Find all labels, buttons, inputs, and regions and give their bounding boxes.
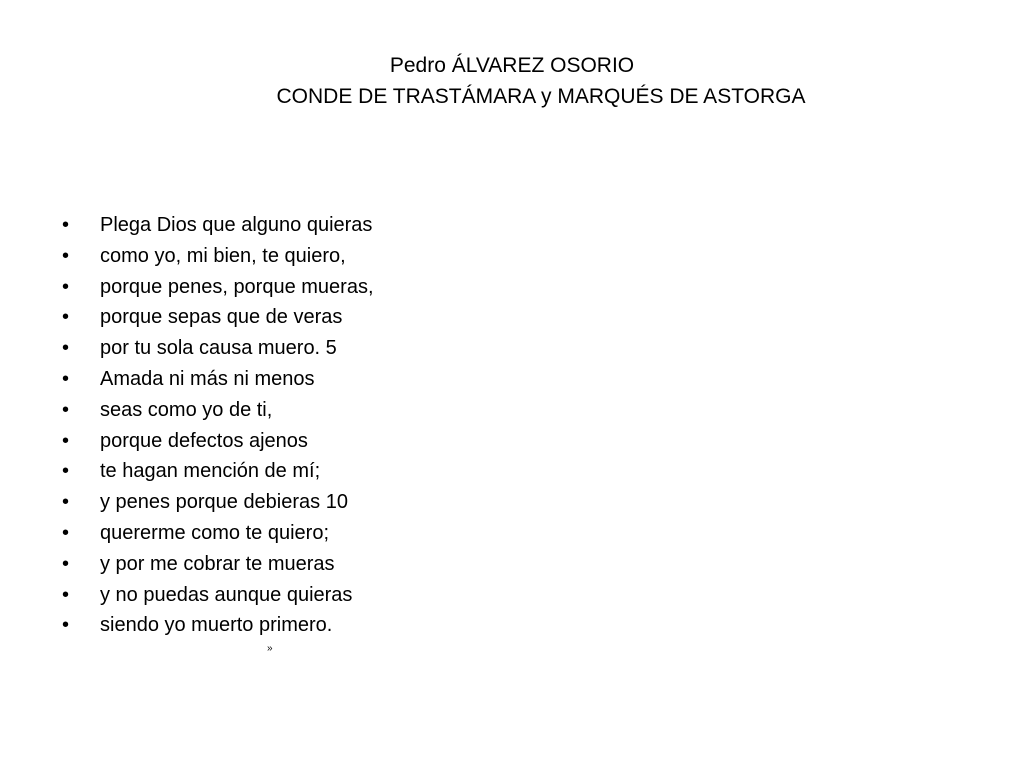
verse-text: te hagan mención de mí; — [100, 460, 321, 483]
verse-text: siendo yo muerto primero. — [100, 614, 333, 637]
bullet-icon: • — [62, 460, 70, 483]
verse-text: y no puedas aunque quieras — [100, 583, 353, 606]
bullet-icon: • — [62, 244, 70, 267]
verse-line — [62, 487, 374, 518]
verse-text: y penes porque debieras 10 — [100, 491, 348, 514]
verse-text: porque defectos ajenos — [100, 429, 308, 452]
verse-text: porque sepas que de veras — [100, 306, 343, 329]
verse-line — [62, 518, 374, 549]
bullet-icon: • — [62, 614, 70, 637]
verse-text: seas como yo de ti, — [100, 398, 273, 421]
bullet-icon: • — [62, 583, 70, 606]
verse-line — [62, 456, 374, 487]
bullet-icon: • — [62, 367, 70, 390]
verse-line — [62, 302, 374, 333]
bullet-icon: • — [62, 306, 70, 329]
verse-line — [62, 364, 374, 395]
bullet-icon: • — [62, 337, 70, 360]
bullet-icon: • — [62, 214, 70, 236]
bullet-icon: • — [62, 275, 70, 298]
verse-line — [62, 272, 374, 303]
title-author: Pedro ÁLVAREZ OSORIO — [389, 54, 635, 77]
verse-line — [62, 426, 374, 457]
verse-text: como yo, mi bien, te quiero, — [100, 244, 346, 267]
verse-line — [62, 580, 374, 611]
verse-line — [62, 333, 374, 364]
bullet-icon: • — [62, 552, 70, 575]
verse-text: y por me cobrar te mueras — [100, 552, 335, 575]
bullet-icon: • — [62, 398, 70, 421]
bullet-icon: • — [62, 521, 70, 544]
bullet-icon: • — [62, 491, 70, 514]
verse-text: por tu sola causa muero. 5 — [100, 337, 337, 360]
bullet-icon: • — [62, 429, 70, 452]
slide-title — [0, 50, 1024, 112]
verse-line — [62, 549, 374, 580]
verse-list — [62, 210, 374, 641]
verse-text: Amada ni más ni menos — [100, 367, 315, 390]
verse-line — [62, 210, 374, 241]
title-subtitle: CONDE DE TRASTÁMARA y MARQUÉS DE ASTORGA — [276, 85, 806, 108]
closing-quote-mark: » — [267, 643, 273, 654]
verse-line — [62, 241, 374, 272]
verse-text: porque penes, porque mueras, — [100, 275, 374, 298]
verse-text: Plega Dios que alguno quieras — [100, 214, 373, 236]
verse-line — [62, 610, 374, 641]
verse-line — [62, 395, 374, 426]
verse-text: quererme como te quiero; — [100, 521, 330, 544]
